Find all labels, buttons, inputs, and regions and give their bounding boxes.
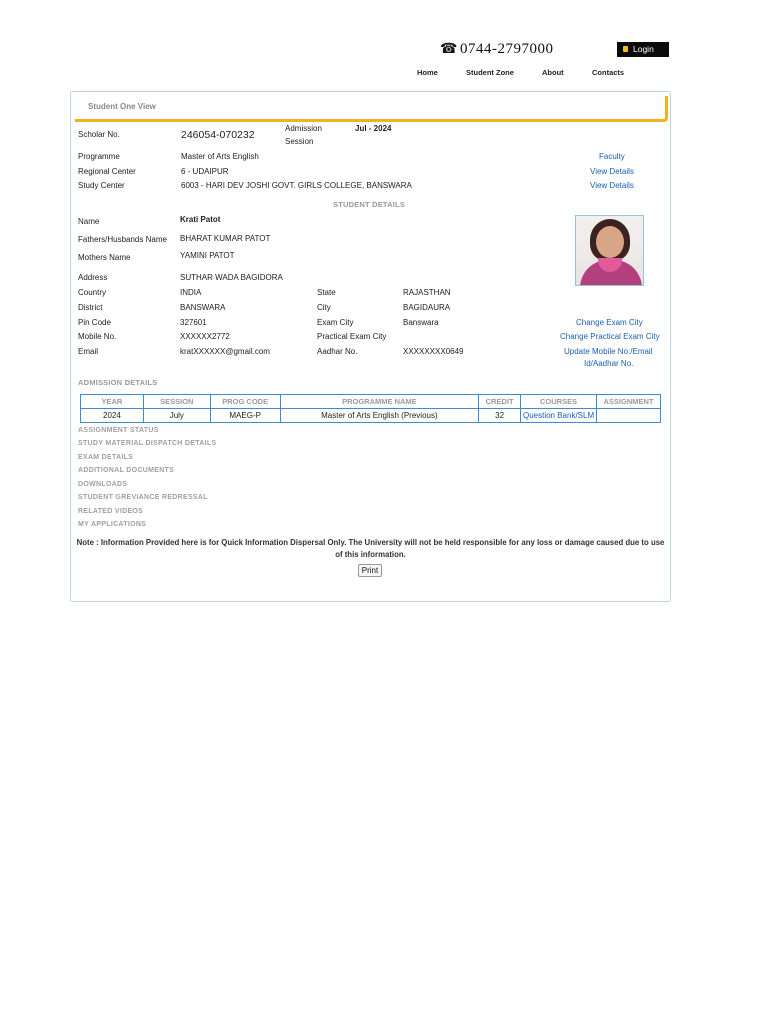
telephone-icon: ☎ — [440, 42, 458, 57]
pin-value: 327601 — [180, 318, 207, 327]
father-label: Fathers/Husbands Name — [78, 235, 167, 244]
district-label: District — [78, 303, 103, 312]
section-my-applications[interactable]: MY APPLICATIONS — [78, 521, 147, 528]
district-value: BANSWARA — [180, 303, 226, 312]
col-courses: COURSES — [521, 395, 597, 409]
section-exam-details[interactable]: EXAM DETAILS — [78, 454, 134, 461]
mother-label: Mothers Name — [78, 253, 131, 262]
pin-label: Pin Code — [78, 318, 111, 327]
mother-name: YAMINI PATOT — [180, 251, 235, 260]
country-value: INDIA — [180, 288, 202, 297]
col-session: SESSION — [143, 395, 210, 409]
update-contact-link-line1[interactable]: Update Mobile No./Email — [564, 347, 653, 356]
section-assignment-status[interactable]: ASSIGNMENT STATUS — [78, 427, 159, 434]
col-credit: CREDIT — [479, 395, 521, 409]
programme-value: Master of Arts English — [181, 152, 259, 161]
email-label: Email — [78, 347, 99, 356]
section-downloads[interactable]: DOWNLOADS — [78, 481, 128, 488]
admission-details-heading: ADMISSION DETAILS — [78, 378, 158, 387]
exam-city-label: Exam City — [317, 318, 354, 327]
cell-session: July — [143, 409, 210, 423]
cell-programme-name: Master of Arts English (Previous) — [280, 409, 479, 423]
cell-assignment — [596, 409, 660, 423]
scholar-label: Scholar No. — [78, 130, 120, 139]
nav-contacts[interactable]: Contacts — [592, 68, 625, 77]
panel-header — [75, 96, 668, 122]
student-photo — [575, 215, 644, 286]
lock-icon — [623, 46, 628, 52]
city-value: BAGIDAURA — [403, 303, 451, 312]
update-contact-link-line2[interactable]: Id/Aadhar No. — [584, 359, 634, 368]
col-programme-name: PROGRAMME NAME — [280, 395, 479, 409]
scholar-number: 246054-070232 — [181, 129, 255, 141]
student-name: Krati Patot — [180, 215, 221, 224]
state-label: State — [317, 288, 336, 297]
study-center-value: 6003 - HARI DEV JOSHI GOVT. GIRLS COLLEGE, BANSWARA — [181, 181, 412, 190]
col-prog-code: PROG CODE — [210, 395, 280, 409]
print-button[interactable]: Print — [358, 564, 382, 577]
col-assignment: ASSIGNMENT — [596, 395, 660, 409]
mobile-label: Mobile No. — [78, 332, 117, 341]
city-label: City — [317, 303, 331, 312]
admission-session-value: Jul - 2024 — [355, 124, 392, 133]
mobile-value: XXXXXX2772 — [180, 332, 230, 341]
change-exam-city-link[interactable]: Change Exam City — [576, 318, 643, 327]
regional-center-view-details-link[interactable]: View Details — [590, 167, 634, 176]
login-button[interactable] — [617, 42, 669, 57]
table-row — [81, 409, 661, 423]
aadhar-label: Aadhar No. — [317, 347, 358, 356]
section-related-videos[interactable]: RELATED VIDEOS — [78, 508, 144, 515]
country-label: Country — [78, 288, 107, 297]
practical-exam-city-label: Practical Exam City — [317, 332, 387, 341]
nav-about[interactable]: About — [542, 68, 564, 77]
address-label: Address — [78, 273, 108, 282]
col-year: YEAR — [81, 395, 144, 409]
faculty-link[interactable]: Faculty — [599, 152, 625, 161]
regional-center-label: Regional Center — [78, 167, 136, 176]
section-student-greviance-redressal[interactable]: STUDENT GREVIANCE REDRESSAL — [78, 494, 208, 501]
regional-center-value: 6 - UDAIPUR — [181, 167, 229, 176]
cell-credit: 32 — [479, 409, 521, 423]
phone-number — [440, 41, 554, 58]
admission-table-header — [81, 395, 661, 409]
name-label: Name — [78, 217, 100, 226]
disclaimer-note: Note : Information Provided here is for Quick Information Dispersal Only. The University will not be held responsible for any loss or damage caused due to use of this information. — [76, 538, 665, 559]
nav-student-zone[interactable]: Student Zone — [466, 68, 514, 77]
study-center-label: Study Center — [78, 181, 125, 190]
student-details-heading: STUDENT DETAILS — [333, 200, 406, 209]
nav-home[interactable]: Home — [417, 68, 438, 77]
programme-label: Programme — [78, 152, 120, 161]
email-value: kratXXXXXX@gmail.com — [180, 347, 270, 356]
change-practical-exam-city-link[interactable]: Change Practical Exam City — [560, 332, 660, 341]
panel-title: Student One View — [88, 102, 156, 111]
state-value: RAJASTHAN — [403, 288, 451, 297]
address-value: SUTHAR WADA BAGIDORA — [180, 273, 283, 282]
admission-table — [80, 394, 661, 423]
aadhar-value: XXXXXXXX0649 — [403, 347, 464, 356]
exam-city-value: Banswara — [403, 318, 439, 327]
father-name: BHARAT KUMAR PATOT — [180, 234, 271, 243]
section-additional-documents[interactable]: ADDITIONAL DOCUMENTS — [78, 467, 175, 474]
section-study-material-dispatch[interactable]: STUDY MATERIAL DISPATCH DETAILS — [78, 440, 217, 447]
login-label: Login — [633, 44, 654, 54]
cell-year: 2024 — [81, 409, 144, 423]
question-bank-slm-link[interactable]: Question Bank/SLM — [521, 409, 597, 423]
phone-text: 0744-2797000 — [460, 41, 554, 57]
admission-session-label-1: Admission — [285, 124, 322, 133]
admission-session-label-2: Session — [285, 137, 314, 146]
cell-prog-code: MAEG-P — [210, 409, 280, 423]
study-center-view-details-link[interactable]: View Details — [590, 181, 634, 190]
